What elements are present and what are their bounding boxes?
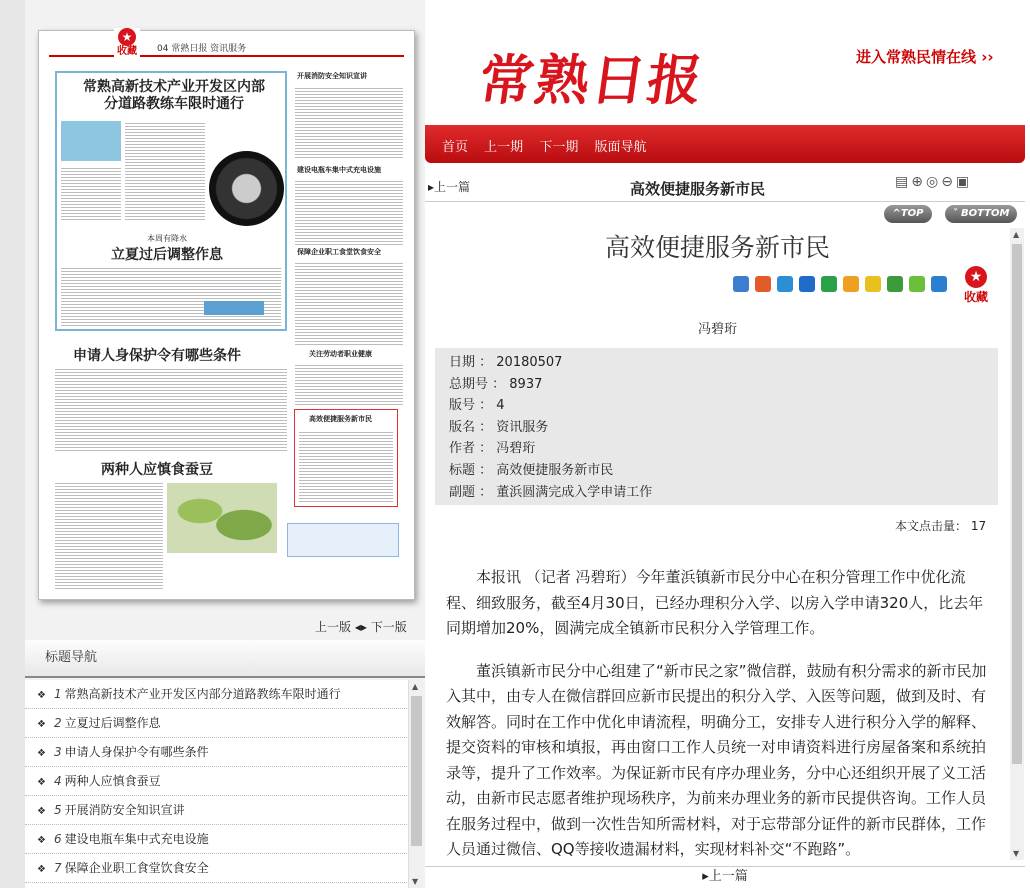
share-douban-icon[interactable] bbox=[887, 276, 903, 292]
caret-up-icon: ^ bbox=[892, 208, 901, 219]
bullet-icon: ❖ bbox=[37, 690, 46, 701]
paper-headline-5[interactable]: 开展消防安全知识宣讲 bbox=[297, 72, 367, 80]
meta-date: 日期 ： 20180507 bbox=[449, 355, 563, 370]
paper-ad-box bbox=[287, 523, 399, 557]
bullet-icon: ❖ bbox=[37, 748, 46, 759]
article-author: 冯碧珩 bbox=[697, 322, 737, 337]
star-icon: ★ bbox=[965, 266, 987, 288]
caret-down-icon: ˅ bbox=[952, 208, 962, 219]
article-meta bbox=[435, 348, 998, 505]
favorite-label: 收藏 bbox=[117, 46, 137, 57]
nav-item[interactable]: ❖ 3 申请人身保护令有哪些条件 bbox=[25, 738, 423, 767]
next-page-link[interactable]: 下一版 bbox=[370, 620, 407, 634]
print-icon[interactable]: ▣ bbox=[955, 174, 973, 190]
enter-minqing-link[interactable]: 进入常熟民情在线 ›› bbox=[856, 48, 994, 66]
zoom-in-icon[interactable]: ⊕ bbox=[911, 174, 926, 190]
scroll-down-icon[interactable]: ▼ bbox=[412, 877, 419, 886]
paper-favorite[interactable] bbox=[114, 28, 140, 58]
paper-headline-6[interactable]: 建设电瓶车集中式充电设施 bbox=[297, 166, 381, 174]
paper-text-block bbox=[55, 367, 287, 453]
title-nav-list bbox=[25, 680, 423, 888]
share-feixin-icon[interactable] bbox=[909, 276, 925, 292]
nav-item[interactable]: ❖ 7 保障企业职工食堂饮食安全 bbox=[25, 854, 423, 883]
tire-image bbox=[209, 151, 284, 226]
paper-text-block bbox=[61, 266, 281, 326]
meta-issue: 总期号 ： 8937 bbox=[449, 376, 543, 392]
paper-header: 04 常熟日报 资讯服务 bbox=[157, 44, 247, 54]
weather-badge bbox=[204, 301, 264, 315]
menu-home[interactable]: 首页 bbox=[442, 140, 469, 155]
share-icons bbox=[733, 276, 947, 292]
share-renren-icon[interactable] bbox=[799, 276, 815, 292]
meta-page-name: 版名 ： 资讯服务 bbox=[449, 419, 549, 435]
bullet-icon: ❖ bbox=[37, 864, 46, 875]
nav-item[interactable]: ❖ 2 立夏过后调整作息 bbox=[25, 709, 423, 738]
article-body bbox=[446, 565, 990, 880]
paper-headline-8[interactable]: 关注劳动者职业健康 bbox=[309, 350, 372, 358]
article-short-title: 高效便捷服务新市民 bbox=[630, 180, 766, 198]
share-more-icon[interactable] bbox=[733, 276, 749, 292]
nav-scrollbar[interactable] bbox=[408, 680, 423, 888]
arrow-right-icon: ▸ bbox=[428, 180, 435, 194]
menu-prev-issue[interactable]: 上一期 bbox=[484, 140, 524, 155]
prev-article-link-top[interactable]: ▸上一篇 bbox=[428, 180, 471, 194]
paper-text-block bbox=[295, 179, 403, 245]
article-favorite[interactable] bbox=[964, 266, 988, 305]
current-article-highlight[interactable] bbox=[294, 409, 398, 507]
click-count: 本文点击量： 17 bbox=[895, 519, 987, 533]
bullet-icon: ❖ bbox=[37, 806, 46, 817]
prev-article-link-bottom[interactable]: ▸上一篇 bbox=[425, 866, 1025, 888]
meta-page-number: 版号 ： 4 bbox=[449, 398, 505, 414]
zoom-out-icon[interactable]: ⊖ bbox=[941, 174, 956, 190]
bullet-icon: ❖ bbox=[37, 719, 46, 730]
share-kaixin-icon[interactable] bbox=[843, 276, 859, 292]
bullet-icon: ❖ bbox=[37, 777, 46, 788]
article-paragraph: 董浜镇新市民分中心组建了“新市民之家”微信群，鼓励有积分需求的新市民加入其中，由专人在微信群回应新市民提出的积分入学、入医等问题，做到及时、有效解答。同时在工作中优化申请流程，明确分工，安排专人进行积分入学的解释、提交资料的审核和填报，再由窗口工作人员统一对申请资料进行房屋备案和系统拍录等，提升了工作效率。为保证新市民有序办理业务，分中心还组织开展了义工活动，由新市民志愿者维护现场秩序，为前来办理业务的新市民提供咨询。工作人员在服务过程中，做到一次性告知所需材料，对于忘带部分证件的新市民群体，工作人员通过微信、QQ等接收遗漏材料，实现材料补交“不跑路”。 bbox=[446, 661, 987, 858]
meta-title: 标题 ： 高效便捷服务新市民 bbox=[449, 462, 614, 478]
left-panel bbox=[0, 0, 425, 888]
article-scrollbar[interactable] bbox=[1010, 228, 1024, 860]
nav-item[interactable]: ❖ 6 建设电瓶车集中式充电设施 bbox=[25, 825, 423, 854]
share-wechat-icon[interactable] bbox=[821, 276, 837, 292]
scroll-down-icon[interactable]: ▼ bbox=[1013, 849, 1020, 858]
paper-image bbox=[61, 121, 121, 161]
paper-text-block bbox=[295, 363, 403, 405]
paper-headline-2[interactable]: 立夏过后调整作息 bbox=[111, 247, 223, 263]
article-paragraph: 本报讯 （记者 冯碧珩）今年董浜镇新市民分中心在积分管理工作中优化流程、细致服务，截至4月30日，已经办理积分入学、以房入学申请320人，比去年同期增加20%，圆满完成全镇新市民积分入学管理工作。 bbox=[446, 568, 984, 637]
beans-image bbox=[167, 483, 277, 553]
article-tools bbox=[895, 174, 972, 190]
bullet-icon: ❖ bbox=[37, 835, 46, 846]
prev-next-arrows-icon: ◂▸ bbox=[354, 620, 367, 634]
share-weibo-icon[interactable] bbox=[755, 276, 771, 292]
paper-kicker: 本周有降水 bbox=[147, 234, 187, 243]
page-nav bbox=[315, 618, 407, 635]
paper-text-block bbox=[295, 86, 403, 158]
newspaper-page-thumbnail[interactable] bbox=[38, 30, 415, 600]
paper-headline-9: 高效便捷服务新市民 bbox=[309, 415, 372, 423]
menu-page-nav[interactable]: 版面导航 bbox=[594, 140, 647, 155]
paper-text-block bbox=[61, 166, 121, 221]
paper-headline-1[interactable]: 常熟高新技术产业开发区内部分道路教练车限时通行 bbox=[83, 79, 265, 112]
paper-text-block bbox=[299, 430, 393, 502]
menu-next-issue[interactable]: 下一期 bbox=[539, 140, 579, 155]
paper-text-block bbox=[55, 481, 163, 591]
zoom-reset-icon[interactable]: ◎ bbox=[925, 174, 942, 190]
paper-headline-3[interactable]: 申请人身保护令有哪些条件 bbox=[73, 348, 241, 364]
prev-page-link[interactable]: 上一版 bbox=[315, 620, 352, 634]
scroll-up-icon[interactable]: ▲ bbox=[1013, 230, 1020, 239]
print-preview-icon[interactable]: ▤ bbox=[895, 174, 912, 190]
paper-header-line bbox=[49, 55, 404, 57]
share-qzone-icon[interactable] bbox=[777, 276, 793, 292]
scroll-thumb[interactable] bbox=[1012, 244, 1022, 764]
bottom-button[interactable]: ˅ BOTTOM bbox=[945, 205, 1017, 223]
scroll-thumb[interactable] bbox=[411, 696, 422, 846]
paper-headline-4[interactable]: 两种人应慎食蚕豆 bbox=[101, 462, 213, 478]
title-nav-header: 标题导航 bbox=[25, 640, 425, 678]
site-logo[interactable]: 常熟日报 bbox=[475, 48, 709, 112]
nav-item[interactable]: ❖ 4 两种人应慎食蚕豆 bbox=[25, 767, 423, 796]
share-star-icon[interactable] bbox=[865, 276, 881, 292]
share-count-icon[interactable] bbox=[931, 276, 947, 292]
nav-item[interactable]: ❖ 5 开展消防安全知识宣讲 bbox=[25, 796, 423, 825]
main-menu bbox=[442, 136, 658, 155]
scroll-up-icon[interactable]: ▲ bbox=[412, 682, 419, 691]
meta-subtitle: 副题 ： 董浜圆满完成入学申请工作 bbox=[449, 484, 653, 500]
favorite-label: 收藏 bbox=[964, 290, 989, 304]
nav-item[interactable]: ❖ 1 常熟高新技术产业开发区内部分道路教练车限时通行 bbox=[25, 680, 423, 709]
paper-text-block bbox=[125, 121, 205, 221]
top-button[interactable]: ^TOP bbox=[884, 205, 932, 223]
paper-text-block bbox=[295, 261, 403, 345]
article-title: 高效便捷服务新市民 bbox=[604, 233, 830, 262]
meta-author: 作者 ： 冯碧珩 bbox=[449, 441, 536, 457]
arrow-right-icon: ▸ bbox=[702, 869, 709, 884]
left-strip bbox=[0, 0, 25, 888]
star-icon: ★ bbox=[118, 28, 136, 46]
paper-headline-7[interactable]: 保障企业职工食堂饮食安全 bbox=[297, 248, 381, 256]
